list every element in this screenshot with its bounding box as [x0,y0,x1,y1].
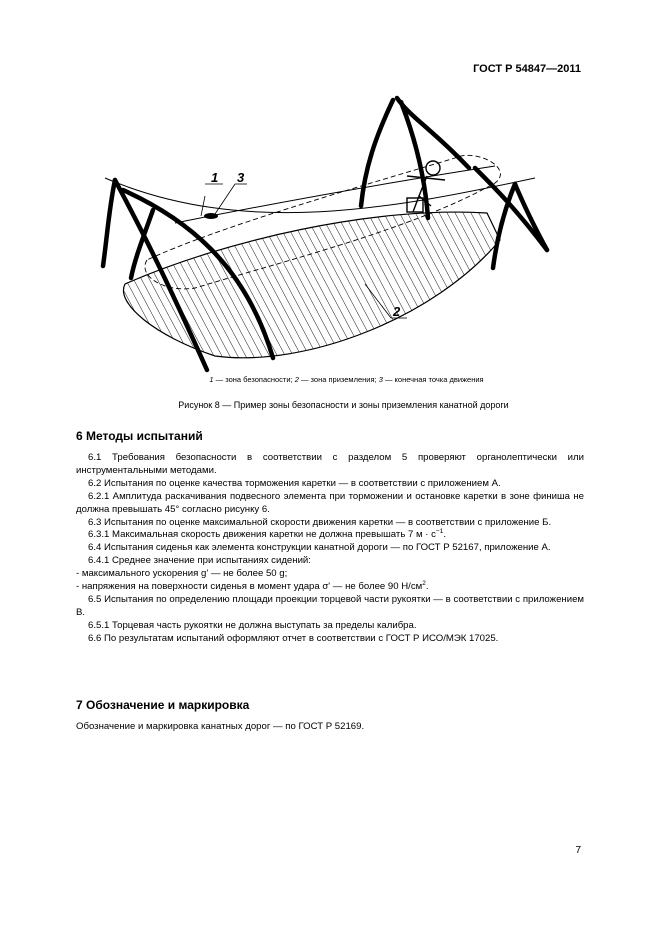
paragraph-6-3-1-period: . [443,529,447,541]
paragraph-6-3: 6.3 Испытания по оценке максимальной скорости движения каретки — в соответствии с приложение Б. [88,516,552,528]
paragraph-6-3-1-text: 6.3.1 Максимальная скорость движения каретки не должна превышать 7 м · с [88,529,436,541]
section-7-title: 7 Обозначение и маркировка [76,698,250,712]
section-7-body [76,721,584,734]
paragraph-6-1: 6.1 Требования безопасности в соответствии с разделом 5 проверяют органолептически или инструментальными методами. [76,452,584,476]
cableway-zone-diagram [95,88,565,373]
paragraph-6-2-1: 6.2.1 Амплитуда раскачивания подвесного элемента при торможении и остановке каретки в зоне финиша не должна превышать 45° согласно рисунку 6. [76,490,584,515]
standard-code: ГОСТ Р 54847—2011 [473,63,581,75]
legend-num-2: 2 [294,375,299,384]
paragraph-6-6: 6.6 По результатам испытаний оформляют отчет в соответствии с ГОСТ Р ИСО/МЭК 17025. [88,632,499,644]
list-item-stress-period: . [425,581,429,593]
legend-text-2: — зона приземления; [298,375,379,384]
page-number: 7 [575,845,581,856]
paragraph-6-2: 6.2 Испытания по оценке качества торможения каретки — в соответствии с приложением А. [88,477,501,489]
legend-text-1: — зона безопасности; [213,375,295,384]
paragraph-6-5-1: 6.5.1 Торцевая часть рукоятки не должна выступать за пределы калибра. [88,619,417,631]
section-6-title: 6 Методы испытаний [76,429,203,443]
figure-caption: Рисунок 8 — Пример зоны безопасности и зоны приземления канатной дороги [178,400,509,410]
landing-zone-area [123,212,500,358]
stress-unit-exponent: 2 [422,579,426,587]
callout-1: 1 [211,170,219,185]
figure-legend [0,375,661,384]
paragraph-6-4: 6.4 Испытания сиденья как элемента конструкции канатной дороги — по ГОСТ Р 52167, приложение А. [88,542,551,554]
end-point-marker [204,213,218,219]
legend-text-3: — конечная точка движения [382,375,484,384]
list-item-stress-text: - напряжения на поверхности сиденья в момент удара σ' — не более 90 Н/см [76,581,423,593]
paragraph-6-4-1: 6.4.1 Среднее значение при испытаниях сидений: [88,555,311,567]
callout-3: 3 [237,170,245,185]
callout-2: 2 [393,304,401,319]
paragraph-6-5: 6.5 Испытания по определению площади проекции торцевой части рукоятки — в соответствии с приложением В. [76,593,584,618]
list-item-acceleration: - максимального ускорения g' — не более 50 g; [76,568,288,580]
speed-unit-exponent: −1 [435,528,444,536]
paragraph-6-3-1 [76,529,584,542]
section-6-body [76,452,584,646]
legend-num-1: 1 [209,375,214,384]
paragraph-7: Обозначение и маркировка канатных дорог — по ГОСТ Р 52169. [76,721,365,732]
list-item-stress [76,581,584,594]
legend-num-3: 3 [378,375,383,384]
